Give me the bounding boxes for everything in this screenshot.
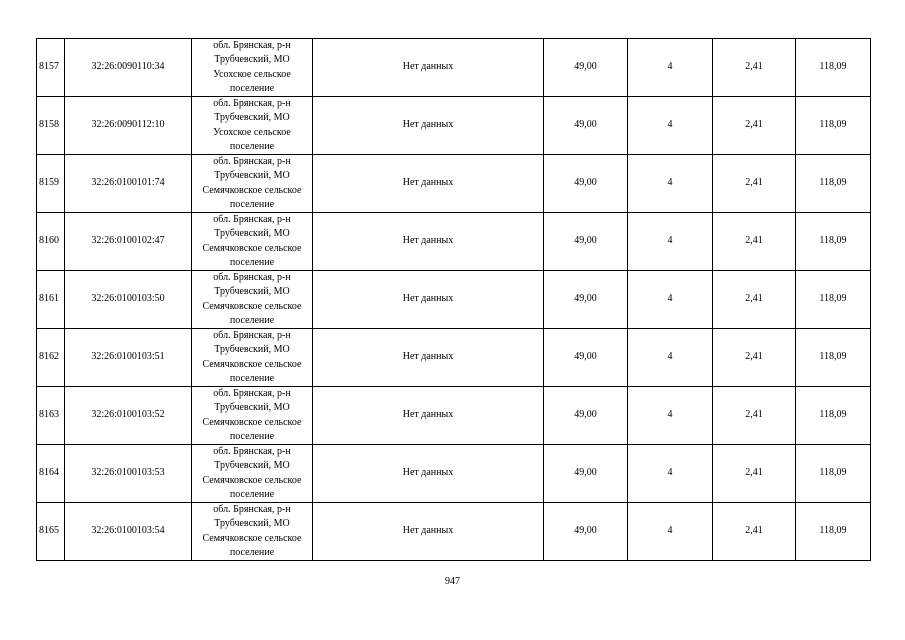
table-row — [37, 97, 871, 155]
address-line: Трубчевский, МО — [214, 228, 290, 240]
address-line: Трубчевский, МО — [214, 112, 290, 124]
address-line: Семячковское сельское — [202, 474, 302, 486]
row-number-cell: 8164 — [37, 445, 65, 503]
address-line: обл. Брянская, р-н — [213, 98, 291, 109]
row-number-cell: 8163 — [37, 387, 65, 445]
value2-cell: 4 — [628, 503, 713, 561]
address-line: Семячковское сельское — [202, 242, 302, 254]
registry-table — [36, 38, 871, 561]
value1-cell: 49,00 — [544, 503, 628, 561]
cadastral-number-cell: 32:26:0100103:52 — [65, 387, 192, 445]
address-line: поселение — [229, 430, 275, 442]
value4-cell: 118,09 — [796, 503, 871, 561]
value1-cell: 49,00 — [544, 271, 628, 329]
address-cell — [192, 329, 313, 387]
table-row — [37, 387, 871, 445]
address-line: Трубчевский, МО — [214, 344, 290, 356]
value4-cell: 118,09 — [796, 97, 871, 155]
cadastral-number-cell: 32:26:0100103:53 — [65, 445, 192, 503]
value4-cell: 118,09 — [796, 445, 871, 503]
cadastral-number-cell: 32:26:0090110:34 — [65, 39, 192, 97]
value1-cell: 49,00 — [544, 155, 628, 213]
cadastral-number-cell: 32:26:0100103:54 — [65, 503, 192, 561]
status-cell: Нет данных — [313, 271, 544, 329]
table-row — [37, 445, 871, 503]
address-cell — [192, 155, 313, 213]
value3-cell: 2,41 — [713, 39, 796, 97]
value2-cell: 4 — [628, 213, 713, 271]
value2-cell: 4 — [628, 387, 713, 445]
address-line: Трубчевский, МО — [214, 518, 290, 530]
address-line: Усохское сельское — [213, 68, 291, 80]
status-cell: Нет данных — [313, 329, 544, 387]
cadastral-number-cell: 32:26:0090112:10 — [65, 97, 192, 155]
value3-cell: 2,41 — [713, 155, 796, 213]
address-line: поселение — [229, 198, 275, 210]
value1-cell: 49,00 — [544, 97, 628, 155]
address-line: обл. Брянская, р-н — [213, 388, 291, 399]
address-line: Семячковское сельское — [202, 532, 302, 544]
value3-cell: 2,41 — [713, 387, 796, 445]
address-line: Трубчевский, МО — [214, 402, 290, 414]
address-line: Трубчевский, МО — [214, 54, 290, 66]
row-number-cell: 8161 — [37, 271, 65, 329]
status-cell: Нет данных — [313, 503, 544, 561]
status-cell: Нет данных — [313, 213, 544, 271]
table-row — [37, 271, 871, 329]
value3-cell: 2,41 — [713, 445, 796, 503]
table-row — [37, 329, 871, 387]
value2-cell: 4 — [628, 445, 713, 503]
row-number-cell: 8162 — [37, 329, 65, 387]
address-cell — [192, 503, 313, 561]
address-line: Семячковское сельское — [202, 416, 302, 428]
page-number: 947 — [445, 576, 460, 587]
cadastral-number-cell: 32:26:0100103:50 — [65, 271, 192, 329]
value1-cell: 49,00 — [544, 445, 628, 503]
row-number-cell: 8160 — [37, 213, 65, 271]
status-cell: Нет данных — [313, 387, 544, 445]
value3-cell: 2,41 — [713, 329, 796, 387]
address-cell — [192, 387, 313, 445]
address-line: поселение — [229, 82, 275, 94]
table-row — [37, 155, 871, 213]
address-cell — [192, 271, 313, 329]
value1-cell: 49,00 — [544, 213, 628, 271]
value3-cell: 2,41 — [713, 213, 796, 271]
cadastral-number-cell: 32:26:0100103:51 — [65, 329, 192, 387]
value2-cell: 4 — [628, 271, 713, 329]
status-cell: Нет данных — [313, 155, 544, 213]
value4-cell: 118,09 — [796, 213, 871, 271]
address-line: Трубчевский, МО — [214, 286, 290, 298]
address-line: Трубчевский, МО — [214, 170, 290, 182]
address-line: Семячковское сельское — [202, 300, 302, 312]
value2-cell: 4 — [628, 155, 713, 213]
value3-cell: 2,41 — [713, 503, 796, 561]
status-cell: Нет данных — [313, 445, 544, 503]
address-line: поселение — [229, 372, 275, 384]
address-line: поселение — [229, 140, 275, 152]
address-line: обл. Брянская, р-н — [213, 214, 291, 225]
value4-cell: 118,09 — [796, 329, 871, 387]
address-line: поселение — [229, 488, 275, 500]
address-line: обл. Брянская, р-н — [213, 156, 291, 167]
address-cell — [192, 445, 313, 503]
value4-cell: 118,09 — [796, 39, 871, 97]
registry-body — [37, 39, 871, 561]
value3-cell: 2,41 — [713, 97, 796, 155]
address-line: Семячковское сельское — [202, 358, 302, 370]
value2-cell: 4 — [628, 97, 713, 155]
row-number-cell: 8157 — [37, 39, 65, 97]
value3-cell: 2,41 — [713, 271, 796, 329]
address-cell — [192, 97, 313, 155]
cadastral-number-cell: 32:26:0100102:47 — [65, 213, 192, 271]
value1-cell: 49,00 — [544, 39, 628, 97]
table-row — [37, 503, 871, 561]
row-number-cell: 8165 — [37, 503, 65, 561]
address-line: Семячковское сельское — [202, 184, 302, 196]
address-line: обл. Брянская, р-н — [213, 330, 291, 341]
value4-cell: 118,09 — [796, 387, 871, 445]
value1-cell: 49,00 — [544, 329, 628, 387]
status-cell: Нет данных — [313, 39, 544, 97]
cadastral-number-cell: 32:26:0100101:74 — [65, 155, 192, 213]
value2-cell: 4 — [628, 39, 713, 97]
status-cell: Нет данных — [313, 97, 544, 155]
address-cell — [192, 213, 313, 271]
address-line: Усохское сельское — [213, 126, 291, 138]
value1-cell: 49,00 — [544, 387, 628, 445]
address-cell — [192, 39, 313, 97]
row-number-cell: 8159 — [37, 155, 65, 213]
address-line: обл. Брянская, р-н — [213, 446, 291, 457]
row-number-cell: 8158 — [37, 97, 65, 155]
table-row — [37, 213, 871, 271]
address-line: обл. Брянская, р-н — [213, 504, 291, 515]
address-line: обл. Брянская, р-н — [213, 272, 291, 283]
address-line: Трубчевский, МО — [214, 460, 290, 472]
address-line: поселение — [229, 256, 275, 268]
table-row — [37, 39, 871, 97]
value4-cell: 118,09 — [796, 155, 871, 213]
address-line: поселение — [229, 546, 275, 558]
address-line: обл. Брянская, р-н — [213, 40, 291, 51]
address-line: поселение — [229, 314, 275, 326]
value2-cell: 4 — [628, 329, 713, 387]
value4-cell: 118,09 — [796, 271, 871, 329]
